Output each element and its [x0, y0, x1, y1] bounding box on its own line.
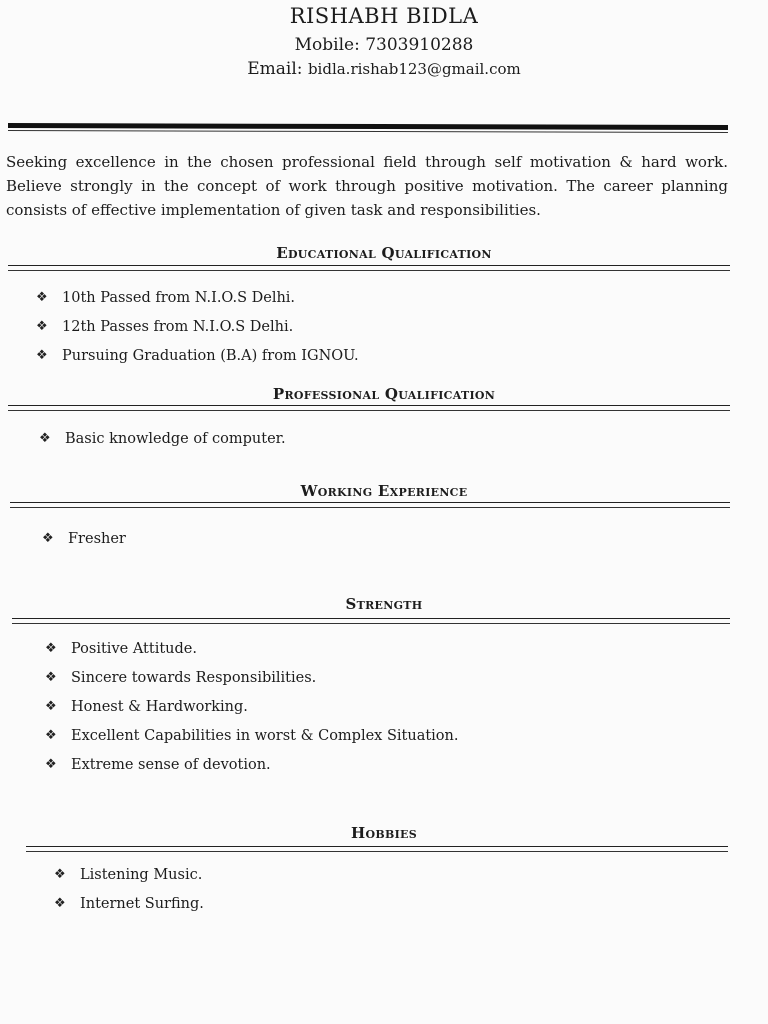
list-item: ❖ Honest & Hardworking.	[45, 699, 248, 715]
section-title-experience: Working Experience	[300, 482, 468, 500]
section-divider-hobbies	[26, 846, 728, 852]
list-item: ❖ Internet Surfing.	[54, 896, 204, 912]
diamond-bullet-icon: ❖	[54, 867, 66, 882]
diamond-bullet-icon: ❖	[45, 641, 57, 656]
professional-list	[39, 429, 286, 458]
list-item: ❖ Basic knowledge of computer.	[39, 431, 286, 447]
strength-list	[45, 639, 459, 784]
diamond-bullet-icon: ❖	[42, 531, 54, 546]
mobile-number: 7303910288	[365, 35, 474, 55]
education-list	[36, 288, 359, 375]
diamond-bullet-icon: ❖	[45, 699, 57, 714]
section-divider-experience	[10, 502, 730, 508]
experience-list	[42, 529, 126, 558]
diamond-bullet-icon: ❖	[36, 290, 48, 305]
diamond-bullet-icon: ❖	[39, 431, 51, 446]
list-item: ❖ Extreme sense of devotion.	[45, 757, 271, 773]
mobile-line	[0, 35, 768, 55]
email-address: bidla.rishab123@gmail.com	[307, 60, 521, 78]
diamond-bullet-icon: ❖	[36, 319, 48, 334]
section-title-professional: Professional Qualification	[272, 385, 496, 403]
section-divider-strength	[12, 618, 730, 624]
list-item: ❖ Listening Music.	[54, 867, 203, 883]
section-divider-professional	[8, 405, 730, 411]
section-title-hobbies: Hobbies	[351, 824, 417, 842]
section-title-education: Educational Qualification	[276, 244, 492, 262]
candidate-name: RISHABH BIDLA	[289, 4, 479, 28]
email-line	[0, 59, 768, 79]
diamond-bullet-icon: ❖	[36, 348, 48, 363]
header-divider	[8, 123, 728, 130]
diamond-bullet-icon: ❖	[45, 670, 57, 685]
list-item: ❖ 10th Passed from N.I.O.S Delhi.	[36, 290, 296, 306]
list-item: ❖ Sincere towards Responsibilities.	[45, 670, 317, 686]
list-item: ❖ Excellent Capabilities in worst & Complex Situation.	[45, 728, 459, 744]
list-item: ❖ Fresher	[42, 531, 126, 547]
diamond-bullet-icon: ❖	[54, 896, 66, 911]
diamond-bullet-icon: ❖	[45, 728, 57, 743]
list-item: ❖ Pursuing Graduation (B.A) from IGNOU.	[36, 348, 359, 364]
email-label: Email:	[247, 59, 303, 79]
section-title-strength: Strength	[345, 595, 423, 613]
mobile-label: Mobile:	[294, 35, 360, 55]
diamond-bullet-icon: ❖	[45, 757, 57, 772]
hobbies-list	[54, 865, 204, 923]
list-item: ❖ Positive Attitude.	[45, 641, 197, 657]
career-objective: Seeking excellence in the chosen professional field through self motivation & hard work. Believe strongly in the concept of work through positive motivation. The career planning consists of effective implementation of given task and responsibilities.	[6, 153, 728, 219]
section-divider-education	[8, 265, 730, 271]
list-item: ❖ 12th Passes from N.I.O.S Delhi.	[36, 319, 294, 335]
